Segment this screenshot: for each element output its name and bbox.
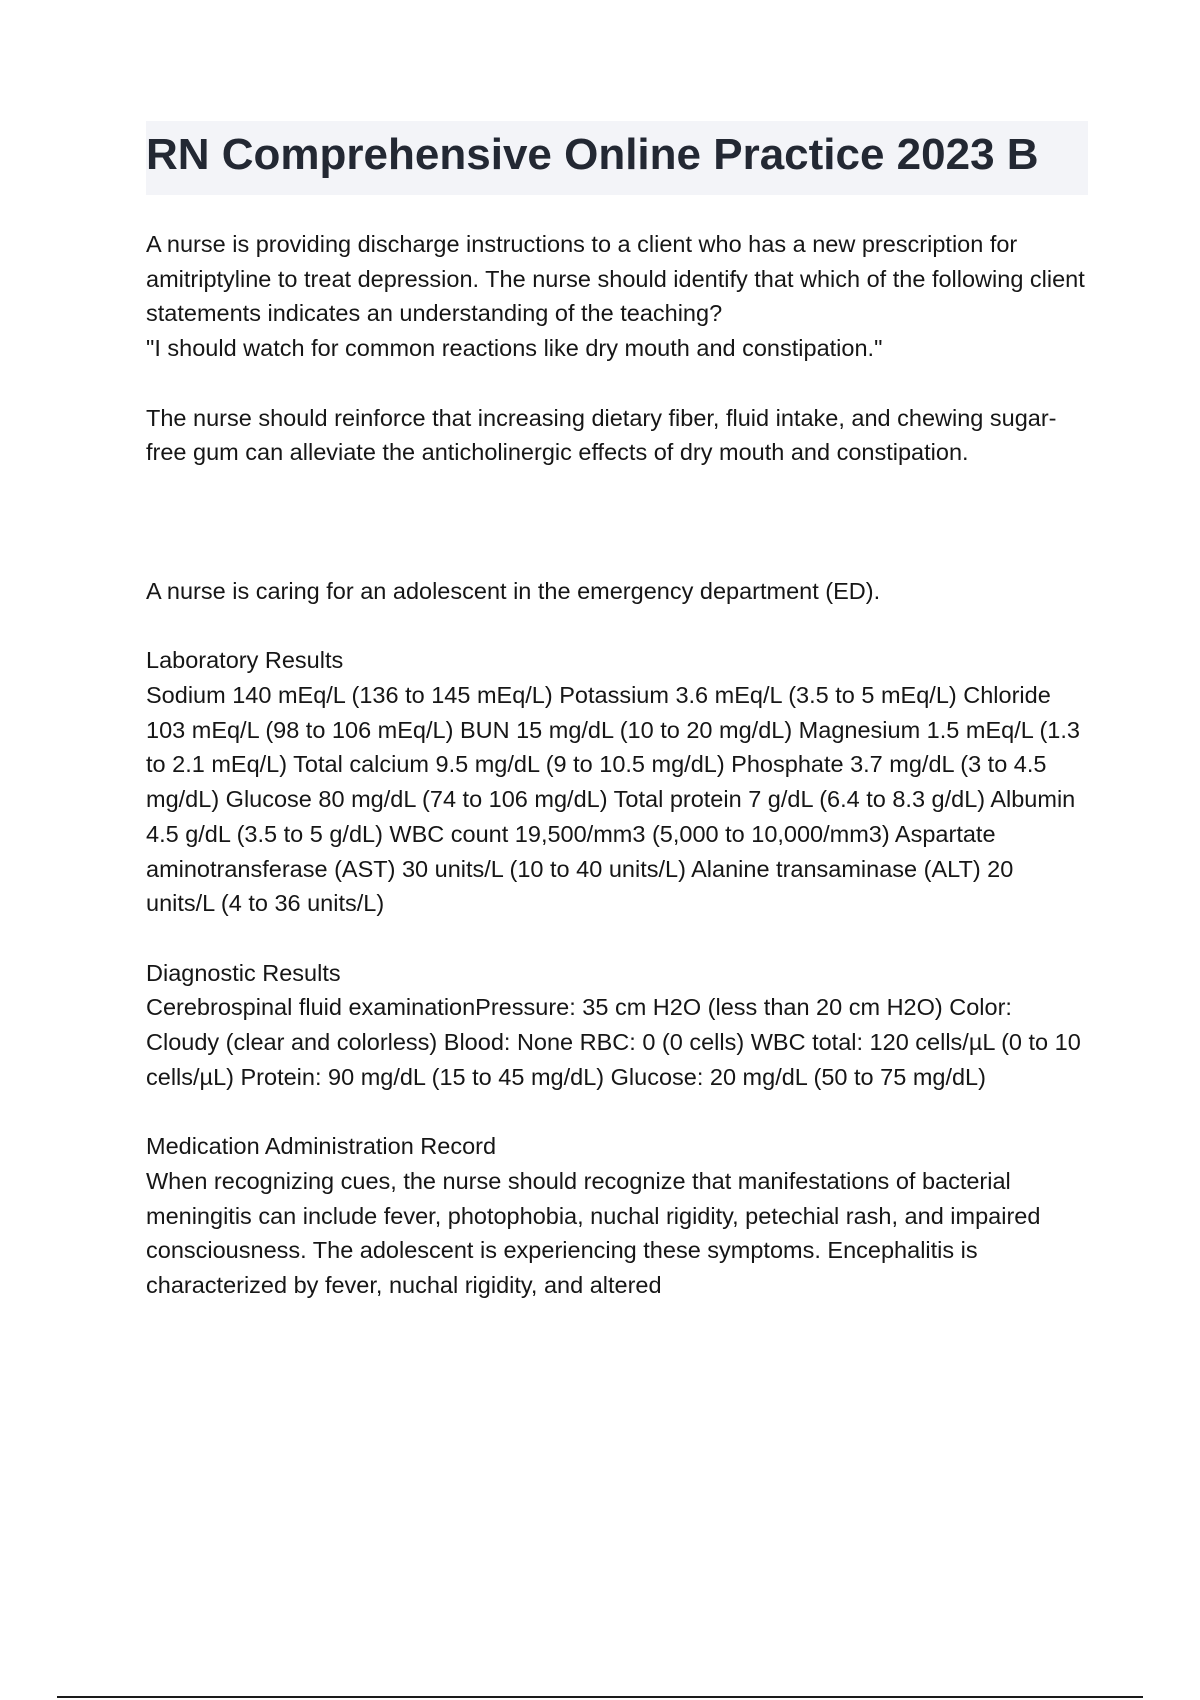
spacer [146, 1094, 1088, 1129]
lab-results-text: Sodium 140 mEq/L (136 to 145 mEq/L) Potassium 3.6 mEq/L (3.5 to 5 mEq/L) Chloride 103 mEq/L (98 to 106 mEq/L) BUN 15 mg/dL (10 to 20 mg/dL) Magnesium 1.5 mEq/L (1.3 to 2.1 mEq/L) Total calcium 9.5 mg/dL (9 to 10.5 mg/dL) Phosphate 3.7 mg/dL (3 to 4.5 mg/dL) Glucose 80 mg/dL (74 to 106 mg/dL) Total protein 7 g/dL (6.4 to 8.3 g/dL) Albumin 4.5 g/dL (3.5 to 5 g/dL) WBC count 19,500/mm3 (5,000 to 10,000/mm3) Aspartate aminotransferase (AST) 30 units/L (10 to 40 units/L) Alanine transaminase (ALT) 20 units/L (4 to 36 units/L) [146, 682, 1080, 917]
page-bottom-rule [57, 1696, 1143, 1698]
question-1-answer: "I should watch for common reactions like dry mouth and constipation." [146, 335, 883, 362]
lab-results-heading: Laboratory Results [146, 647, 344, 674]
spacer [146, 470, 1088, 574]
spacer [146, 921, 1088, 956]
question-1-stem: A nurse is providing discharge instructions to a client who has a new prescription for amitriptyline to treat depression. The nurse should identify that which of the following client statements indicates an understanding of the teaching? [146, 231, 1085, 327]
question-2-intro: A nurse is caring for an adolescent in the emergency department (ED). [146, 577, 881, 604]
diagnostic-results-text: Cerebrospinal fluid examinationPressure: 35 cm H2O (less than 20 cm H2O) Color: Cloudy (clear and colorless) Blood: None RBC: 0 (0 cells) WBC total: 120 cells/µL (0 to 10 cells/µL) Protein: 90 mg/dL (15 to 45 mg/dL) Glucose: 20 mg/dL (50 to 75 mg/dL) [146, 994, 1081, 1090]
title-block [146, 121, 1088, 195]
mar-heading: Medication Administration Record [146, 1133, 497, 1160]
spacer [146, 609, 1088, 644]
spacer [146, 366, 1088, 401]
question-1-rationale: The nurse should reinforce that increasing dietary fiber, fluid intake, and chewing sugar-free gum can alleviate the anticholinergic effects of dry mouth and constipation. [146, 404, 1057, 466]
diagnostic-results-heading: Diagnostic Results [146, 959, 341, 986]
mar-text: When recognizing cues, the nurse should recognize that manifestations of bacterial meningitis can include fever, photophobia, nuchal rigidity, petechial rash, and impaired consciousness. The adolescent is experiencing these symptoms. Encephalitis is characterized by fever, nuchal rigidity, and altered [146, 1167, 1041, 1298]
page-title: RN Comprehensive Online Practice 2023 B [146, 130, 1039, 179]
document-body [146, 227, 1088, 1303]
